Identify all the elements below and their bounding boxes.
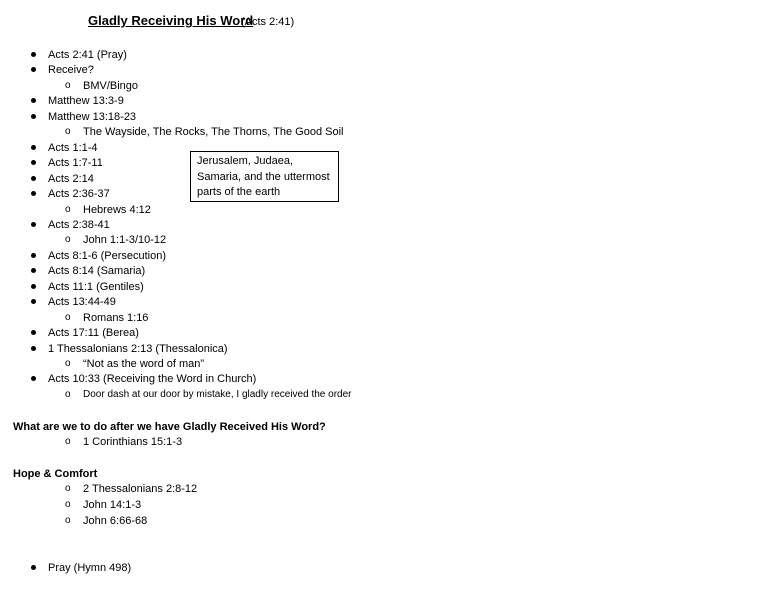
sub-bullet-marker: o xyxy=(65,436,71,447)
bullet-dot xyxy=(31,98,36,103)
bullet-dot xyxy=(31,191,36,196)
bullet-dot xyxy=(31,253,36,258)
sub-bullet-marker: o xyxy=(65,204,71,215)
item-text: Door dash at our door by mistake, I gladly received the order xyxy=(83,389,352,400)
bullet-dot xyxy=(31,160,36,165)
item-text: Acts 17:11 (Berea) xyxy=(48,327,139,339)
item-text: Acts 10:33 (Receiving the Word in Church) xyxy=(48,373,257,385)
sub-bullet-marker: o xyxy=(65,483,71,494)
bullet-dot xyxy=(31,67,36,72)
item-text: Hebrews 4:12 xyxy=(83,204,151,216)
item-text: 2 Thessalonians 2:8-12 xyxy=(83,483,198,495)
bullet-dot xyxy=(31,222,36,227)
item-text: John 14:1-3 xyxy=(83,499,142,511)
item-text: “Not as the word of man” xyxy=(83,358,205,370)
bullet-dot xyxy=(31,299,36,304)
callout-text: Jerusalem, Judaea, Samaria, and the uttermost parts of the earth xyxy=(197,155,330,198)
item-text: John 6:66-68 xyxy=(83,515,148,527)
bullet-dot xyxy=(31,376,36,381)
page-title: Gladly Receiving His Word xyxy=(88,13,254,28)
item-text: Romans 1:16 xyxy=(83,312,149,324)
item-text: Acts 8:1-6 (Persecution) xyxy=(48,250,166,262)
item-text: Matthew 13:3-9 xyxy=(48,95,124,107)
sub-bullet-marker: o xyxy=(65,80,71,91)
item-text: Receive? xyxy=(48,64,94,76)
item-text: Acts 2:41 (Pray) xyxy=(48,49,127,61)
bullet-dot xyxy=(31,284,36,289)
bullet-dot xyxy=(31,565,36,570)
item-text: Acts 13:44-49 xyxy=(48,296,116,308)
title-reference: (Acts 2:41) xyxy=(241,16,295,28)
bullet-dot xyxy=(31,346,36,351)
closing-text: Pray (Hymn 498) xyxy=(48,562,132,574)
item-text: 1 Thessalonians 2:13 (Thessalonica) xyxy=(48,343,228,355)
sub-bullet-marker: o xyxy=(65,126,71,137)
item-text: Acts 11:1 (Gentiles) xyxy=(48,281,144,293)
bullet-dot xyxy=(31,268,36,273)
item-text: Acts 1:1-4 xyxy=(48,142,98,154)
sub-bullet-marker: o xyxy=(65,515,71,526)
item-text: Acts 1:7-11 xyxy=(48,157,103,169)
item-text: Matthew 13:18-23 xyxy=(48,111,137,123)
section-heading: Hope & Comfort xyxy=(13,468,98,480)
bullet-dot xyxy=(31,176,36,181)
sub-bullet-marker: o xyxy=(65,312,71,323)
sub-bullet-marker: o xyxy=(65,358,71,369)
item-text: Acts 8:14 (Samaria) xyxy=(48,265,146,277)
bullet-dot xyxy=(31,114,36,119)
bullet-dot xyxy=(31,52,36,57)
item-text: John 1:1-3/10-12 xyxy=(83,234,167,246)
item-text: The Wayside, The Rocks, The Thorns, The Good Soil xyxy=(83,126,344,138)
item-text: Acts 2:36-37 xyxy=(48,188,110,200)
sub-bullet-marker: o xyxy=(65,234,71,245)
item-text: Acts 2:38-41 xyxy=(48,219,110,231)
callout-box xyxy=(190,151,339,202)
section-heading: What are we to do after we have Gladly Received His Word? xyxy=(13,421,326,433)
item-text: BMV/Bingo xyxy=(83,80,139,92)
item-text: Acts 2:14 xyxy=(48,173,94,185)
sub-bullet-marker: o xyxy=(65,499,71,510)
sub-bullet-marker: o xyxy=(65,389,71,400)
bullet-dot xyxy=(31,145,36,150)
bullet-dot xyxy=(31,330,36,335)
item-text: 1 Corinthians 15:1-3 xyxy=(83,436,183,448)
